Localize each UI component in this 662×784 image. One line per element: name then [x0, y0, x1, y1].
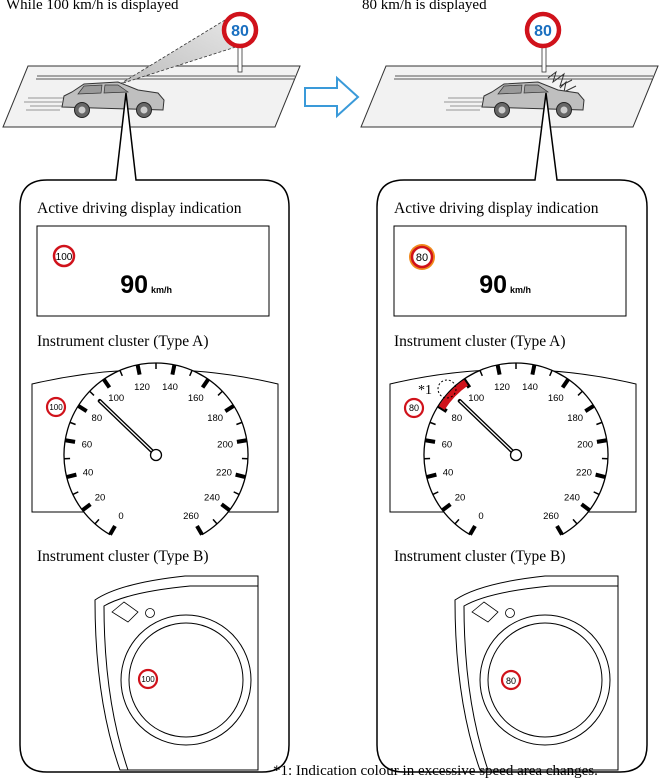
tick-label: 20: [454, 492, 466, 504]
major-tick: [425, 440, 435, 442]
tick-label: 60: [441, 439, 453, 451]
display-speed-right: 90: [479, 271, 507, 299]
cluster-a-title-left: Instrument cluster (Type A): [37, 333, 209, 350]
left-caption: While 100 km/h is displayed: [6, 0, 179, 13]
right-road-scene: [361, 42, 658, 127]
tick-label: 240: [564, 492, 580, 504]
svg-text:80: 80: [534, 23, 552, 40]
cluster-b-title-left: Instrument cluster (Type B): [37, 548, 209, 565]
svg-text:100: 100: [49, 403, 63, 412]
tick-label: 0: [478, 511, 484, 523]
tick-label: 200: [577, 439, 594, 451]
cluster-b-right: [455, 576, 618, 770]
tick-label: 100: [108, 392, 125, 404]
speedometer-right: [424, 363, 608, 535]
svg-text:80: 80: [505, 676, 517, 686]
display-sign-right: [409, 244, 435, 270]
road-sign-right: [527, 14, 559, 46]
tick-label: 240: [204, 492, 220, 504]
tick-label: 260: [183, 511, 199, 523]
footnote-marker: *1: [418, 383, 432, 398]
major-tick: [498, 365, 500, 375]
transition-arrow: [305, 78, 358, 116]
tick-label: 180: [567, 413, 584, 425]
right-caption: 80 km/h is displayed: [362, 0, 487, 13]
tick-label: 120: [494, 381, 510, 393]
tick-label: 160: [547, 392, 564, 404]
active-display-title-right: Active driving display indication: [394, 200, 599, 217]
tick-label: 220: [216, 467, 232, 479]
tick-label: 140: [522, 381, 538, 393]
active-display-title-left: Active driving display indication: [37, 200, 242, 217]
cluster-a-sign-right: [405, 399, 423, 417]
active-display-right: [394, 226, 626, 316]
svg-text:100: 100: [141, 675, 155, 684]
speedometer-left: [64, 363, 248, 535]
major-tick: [67, 475, 77, 477]
tick-label: 200: [217, 439, 234, 451]
tick-label: 140: [162, 381, 178, 393]
tick-label: 80: [451, 413, 463, 425]
tick-label: 40: [442, 467, 454, 479]
tick-label: 40: [82, 467, 94, 479]
display-speed-left: 90: [120, 271, 148, 299]
tick-label: 220: [576, 467, 592, 479]
tick-label: 20: [94, 492, 106, 504]
major-tick: [65, 440, 75, 442]
major-tick: [596, 475, 606, 477]
tick-label: 80: [91, 413, 103, 425]
road-sign-left: [224, 14, 256, 46]
tick-label: 260: [543, 511, 559, 523]
tick-label: 180: [207, 413, 224, 425]
active-display-left: [37, 226, 269, 316]
tick-label: 100: [468, 392, 485, 404]
major-tick: [532, 365, 534, 375]
tick-label: 160: [187, 392, 204, 404]
major-tick: [236, 475, 246, 477]
needle-hub: [151, 450, 162, 461]
svg-text:100: 100: [55, 252, 73, 263]
cluster-b-sign-right: [502, 671, 520, 689]
svg-text:80: 80: [231, 23, 249, 40]
cluster-b-sign-left: [139, 670, 157, 688]
display-unit-left: km/h: [151, 285, 173, 295]
needle-hub: [511, 450, 522, 461]
display-unit-right: km/h: [510, 285, 532, 295]
cluster-a-title-right: Instrument cluster (Type A): [394, 333, 566, 350]
major-tick: [172, 365, 174, 375]
svg-text:80: 80: [408, 403, 420, 413]
major-tick: [138, 365, 140, 375]
footnote: *1: Indication colour in excessive speed area changes.: [273, 763, 598, 779]
cluster-a-sign-left: [47, 398, 65, 416]
major-tick: [237, 440, 247, 442]
major-tick: [597, 440, 607, 442]
tick-label: 60: [81, 439, 93, 451]
tick-label: 0: [118, 511, 124, 523]
cluster-b-left: [95, 576, 258, 770]
tick-label: 120: [134, 381, 150, 393]
svg-text:80: 80: [415, 252, 429, 264]
major-tick: [427, 475, 437, 477]
cluster-b-title-right: Instrument cluster (Type B): [394, 548, 566, 565]
display-sign-left: [54, 246, 74, 266]
